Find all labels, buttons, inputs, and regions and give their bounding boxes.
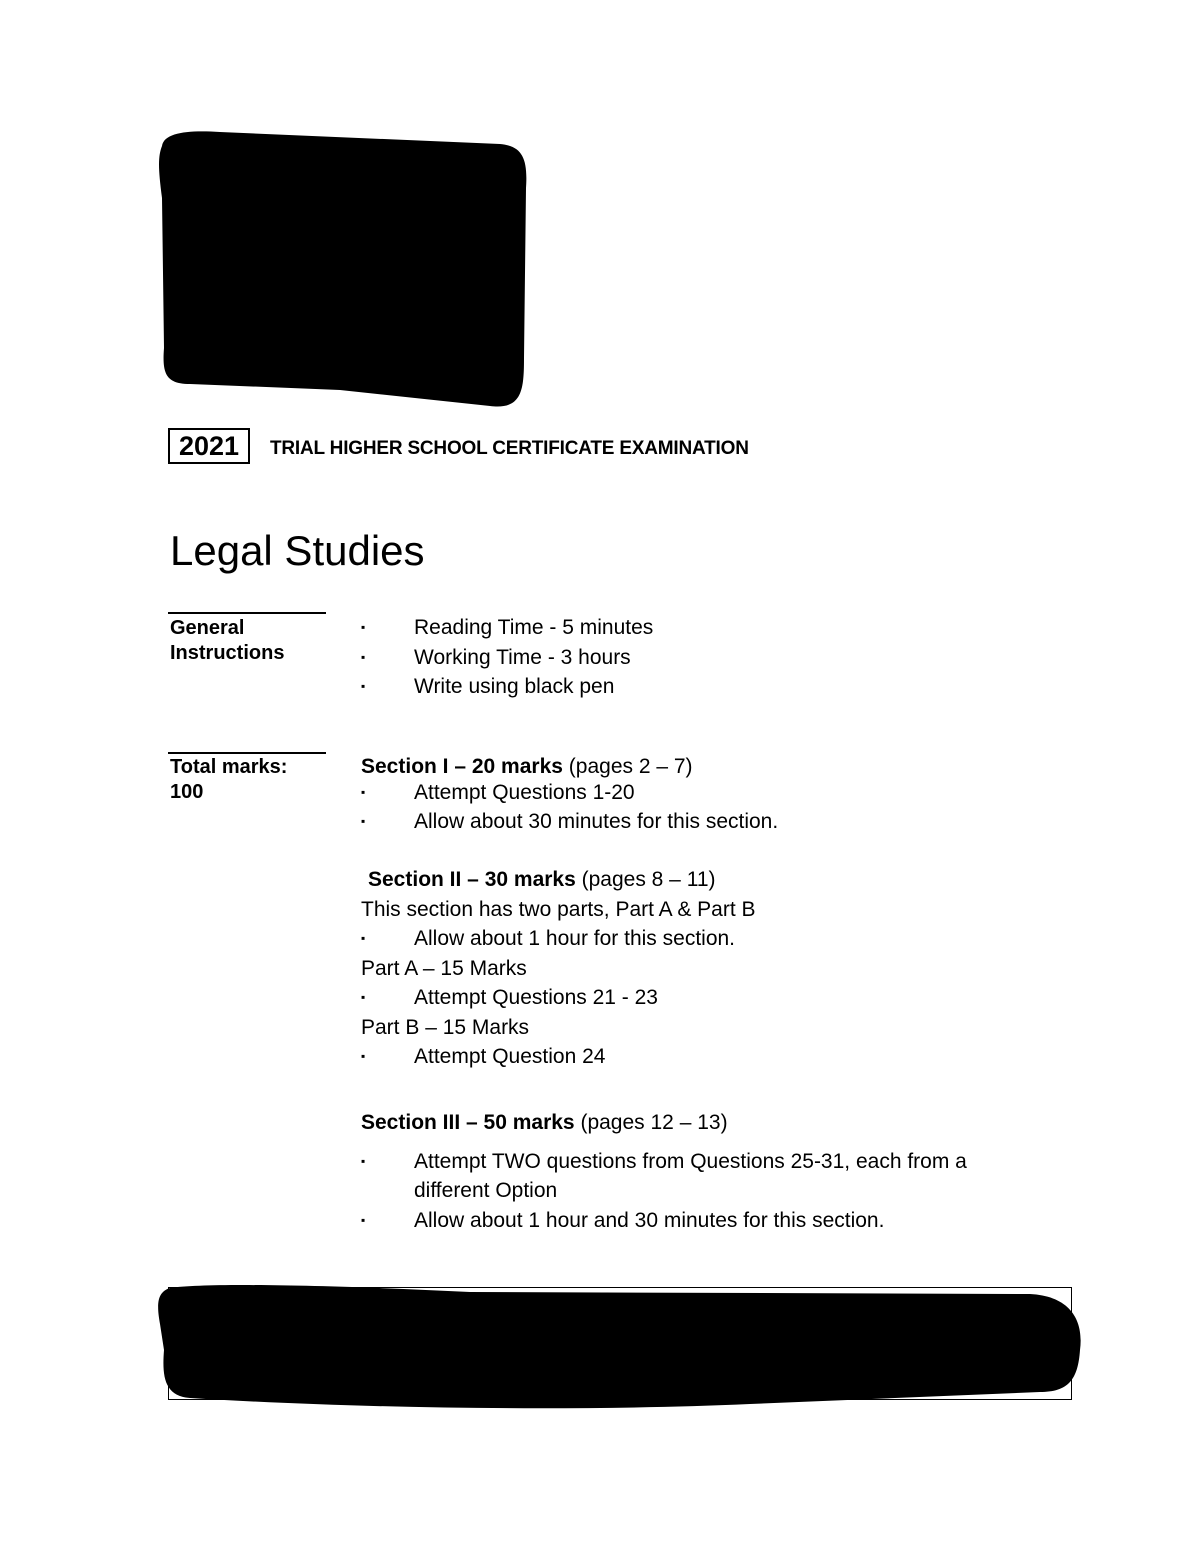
subject-title: Legal Studies <box>170 527 425 574</box>
section-3-heading: Section III – 50 marks (pages 12 – 13) <box>361 1111 728 1134</box>
section-2-heading: Section II – 30 marks (pages 8 – 11) <box>368 868 716 891</box>
bullet-icon: ▪ <box>361 1153 366 1168</box>
section-1 <box>361 752 779 837</box>
list-item: ▪ Attempt Questions 21 - 23 <box>361 983 756 1013</box>
year-box: 2021 <box>168 428 250 464</box>
list-item: ▪ Allow about 1 hour and 30 minutes for this section. <box>361 1206 961 1236</box>
exam-title: TRIAL HIGHER SCHOOL CERTIFICATE EXAMINATION <box>270 438 749 459</box>
bullet-icon: ▪ <box>361 679 366 693</box>
section-2-intro: This section has two parts, Part A & Part B <box>361 897 756 921</box>
part-a-label: Part A – 15 Marks <box>361 956 527 980</box>
bullet-icon: ▪ <box>361 1049 366 1063</box>
list-item: ▪ Attempt Questions 1-20 <box>361 778 693 808</box>
section-3 <box>361 1108 967 1235</box>
section-2 <box>361 865 756 1072</box>
list-item: ▪ Allow about 1 hour for this section. <box>361 924 756 954</box>
list-item: ▪ Allow about 30 minutes for this section. <box>361 807 693 837</box>
total-marks-value: 100 <box>170 781 204 803</box>
general-instructions-rule <box>168 612 326 614</box>
bullet-icon: ▪ <box>361 649 366 664</box>
part-b-label: Part B – 15 Marks <box>361 1015 530 1039</box>
bullet-icon: ▪ <box>361 784 366 799</box>
bullet-icon: ▪ <box>361 990 366 1004</box>
total-marks-label: Total marks: 100 <box>170 755 320 805</box>
redacted-footer <box>150 1280 1085 1415</box>
redacted-logo <box>150 128 535 413</box>
bullet-icon: ▪ <box>361 1212 366 1227</box>
bullet-icon: ▪ <box>361 814 366 828</box>
total-marks-rule <box>168 752 326 754</box>
list-item: ▪ Attempt Question 24 <box>361 1042 756 1072</box>
general-instructions-label: General Instructions <box>170 617 285 664</box>
list-item: ▪ Attempt TWO questions from Questions 25-31, each from a different Option <box>361 1147 961 1206</box>
bullet-icon: ▪ <box>361 620 366 634</box>
section-1-heading: Section I – 20 marks (pages 2 – 7) <box>361 755 693 778</box>
bullet-icon: ▪ <box>361 931 366 945</box>
